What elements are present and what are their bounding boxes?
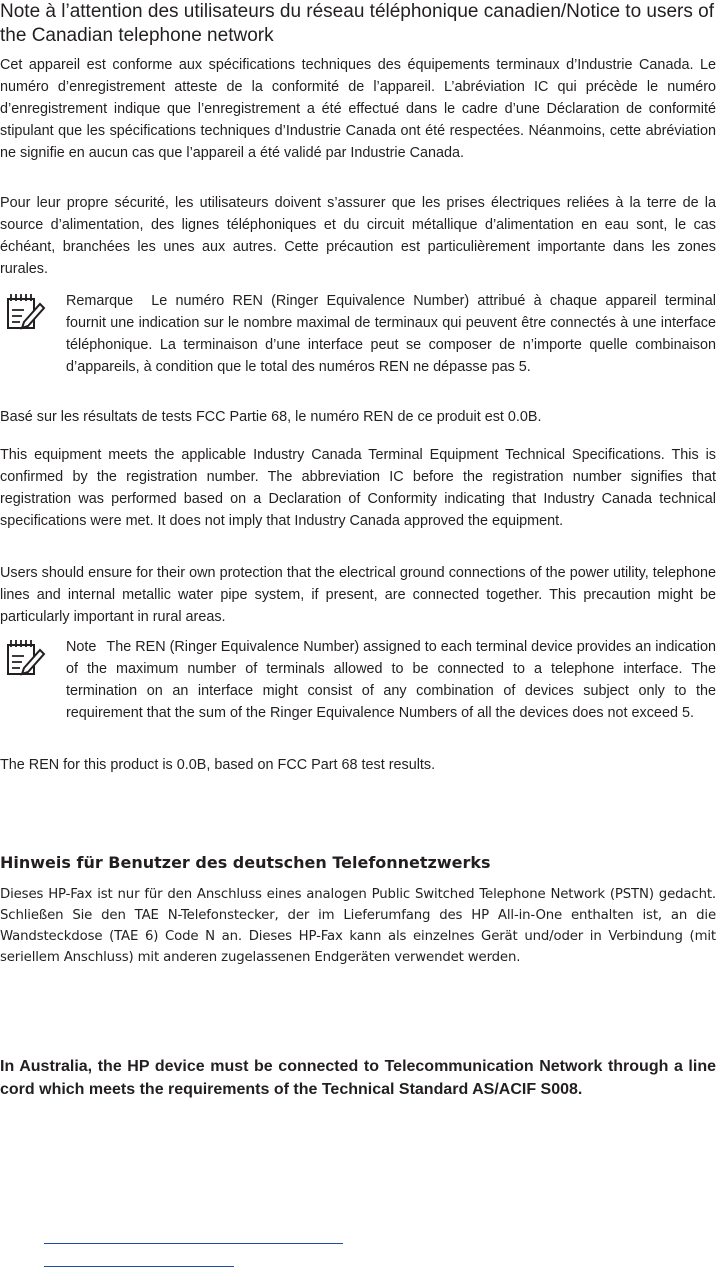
note-label: Note [66, 639, 97, 655]
link-underline[interactable] [44, 1266, 234, 1267]
germany-notice-body: Dieses HP-Fax ist nur für den Anschluss eines analogen Public Switched Telephone Network (PSTN) gedacht. Schließen Sie den TAE N-Telefonstecker, der im Lieferumfang des HP All-in-One enthalten ist, an die Wandsteckdose (TAE 6) Code N an. Dieses HP-Fax kann als einzelnes Gerät und/oder in Verbindung (mit seriellem Anschluss) mit anderen zugelassenen Endgeräten verwendet werden. [0, 887, 716, 965]
note-text: Le numéro REN (Ringer Equivalence Number) attribué à chaque appareil terminal fournit une indication sur le nombre maximal de terminaux qui peuvent être connectés à une interface téléphonique. La terminaison d’une interface peut se composer de n’importe quelle combinaison d’appareils, à condition que le total des numéros REN ne dépasse pas 5. [66, 293, 716, 375]
canada-fr-paragraph-1: Cet appareil est conforme aux spécifications techniques des équipements terminaux d’Industrie Canada. Le numéro d’enregistrement atteste de la conformité de l’appareil. L’abréviation IC qui précède le numéro d’enregistrement indique que l’enregistrement a été effectué dans le cadre d’une Déclaration de conformité stipulant que les spécifications techniques d’Industrie Canada ont été respectées. Néanmoins, cette abréviation ne signifie en aucun cas que l’appareil a été validé par Industrie Canada. [0, 57, 716, 161]
canada-fr-paragraph-2: Pour leur propre sécurité, les utilisateurs doivent s’assurer que les prises électriques reliées à la terre de la source d’alimentation, des lignes téléphoniques et du circuit métallique d’alimentation en eau sont, le cas échéant, branchées les unes aux autres. Cette précaution est particulièrement importante dans les zones rurales. [0, 195, 716, 277]
note-text: The REN (Ringer Equivalence Number) assigned to each terminal device provides an indication of the maximum number of terminals allowed to be connected to a telephone interface. The termination on an interface might consist of any combination of devices subject only to the requirement that the sum of the Ringer Equivalence Numbers of all the devices does not exceed 5. [66, 639, 716, 721]
note-pad-icon [2, 638, 46, 678]
note-label: Remarque [66, 293, 134, 309]
australia-notice-body: In Australia, the HP device must be connected to Telecommunication Network through a line cord which meets the requirements of the Technical Standard AS/ACIF S008. [0, 1058, 716, 1098]
canada-en-paragraph-1: This equipment meets the applicable Industry Canada Terminal Equipment Technical Specifications. This is confirmed by the registration number. The abbreviation IC before the registration number signifies that registration was performed based on a Declaration of Conformity indicating that Industry Canada technical specifications were met. It does not imply that Industry Canada approved the equipment. [0, 447, 716, 529]
canada-fr-paragraph-3: Basé sur les résultats de tests FCC Partie 68, le numéro REN de ce produit est 0.0B. [0, 409, 542, 425]
canada-en-paragraph-2: Users should ensure for their own protection that the electrical ground connections of the power utility, telephone lines and internal metallic water pipe system, if present, are connected together. This precaution might be particularly important in rural areas. [0, 565, 716, 625]
canada-notice-title: Note à l’attention des utilisateurs du réseau téléphonique canadien/Notice to users of the Canadian telephone network [0, 1, 715, 46]
canada-en-note [0, 636, 716, 748]
canada-en-paragraph-3: The REN for this product is 0.0B, based on FCC Part 68 test results. [0, 757, 436, 773]
note-pad-icon [2, 292, 46, 332]
germany-notice-title: Hinweis für Benutzer des deutschen Telefonnetzwerks [0, 853, 491, 872]
canada-fr-note [0, 290, 716, 402]
link-underline[interactable] [44, 1243, 343, 1244]
